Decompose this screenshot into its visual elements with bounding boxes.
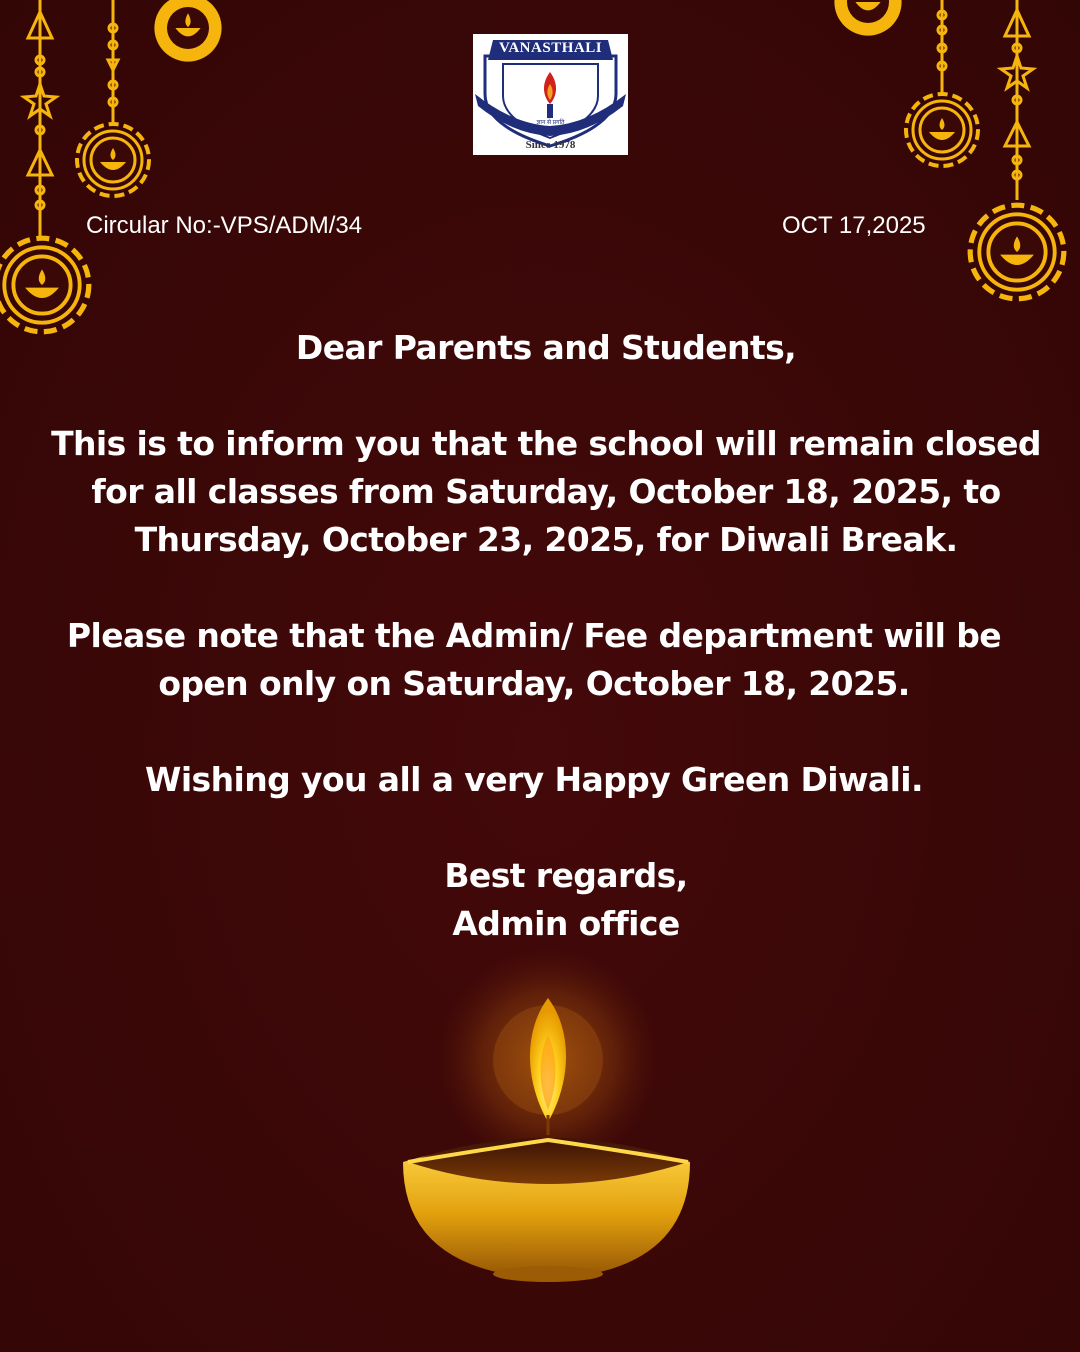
paragraph-closure <box>12 420 1080 564</box>
sign-off <box>0 852 1080 948</box>
closing: Best regards, <box>444 856 688 895</box>
school-logo <box>473 34 628 155</box>
salutation: Dear Parents and Students, <box>295 328 797 367</box>
hanging-ornament-left-2 <box>108 0 118 125</box>
diya-lamp-icon-left-hanging <box>77 124 149 196</box>
wishes: Wishing you all a very Happy Green Diwali. <box>145 760 923 799</box>
circular-number: Circular No:-VPS/ADM/34 <box>86 212 363 239</box>
hanging-ornament-right-2 <box>1001 0 1033 200</box>
school-name: VANASTHALI <box>498 40 603 56</box>
signature: Admin office <box>452 904 680 943</box>
hanging-ornament-right-1 <box>938 0 946 95</box>
diya-lamp-icon-right-hanging <box>906 94 978 166</box>
diya-lamp-icon-right-large <box>970 205 1064 299</box>
hanging-ornament-left-1 <box>24 0 56 240</box>
school-motto: ज्ञान से प्रगति <box>536 120 565 126</box>
paragraph-line: This is to inform you that the school will remain closed <box>51 424 1041 463</box>
diya-lamp-icon-top-right <box>834 0 901 36</box>
paragraph-line: open only on Saturday, October 18, 2025. <box>158 664 910 703</box>
paragraph-line: Please note that the Admin/ Fee department will be <box>66 616 1002 655</box>
paragraph-admin-note <box>0 612 1068 708</box>
diya-lamp-icon-main <box>403 948 690 1282</box>
paragraph-line: Thursday, October 23, 2025, for Diwali Break. <box>134 520 958 559</box>
paragraph-line: for all classes from Saturday, October 18, 2025, to <box>91 472 1001 511</box>
circular-date: OCT 17,2025 <box>782 212 926 239</box>
school-since: Since 1978 <box>525 139 576 151</box>
diya-lamp-icon-left-large <box>0 238 89 332</box>
diya-lamp-icon-top-left <box>154 0 221 62</box>
